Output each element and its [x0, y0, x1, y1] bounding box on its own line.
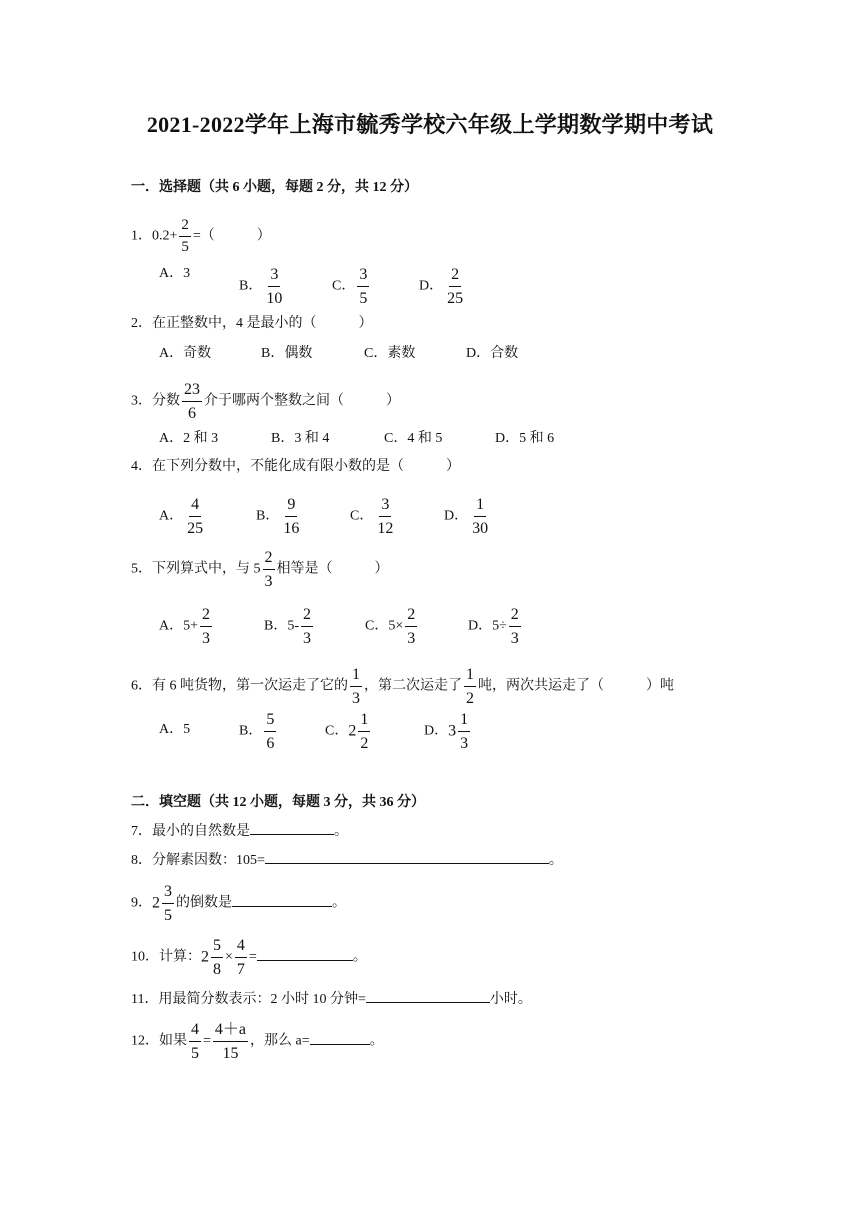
answer-blank[interactable]: [257, 946, 353, 961]
q3-option-b[interactable]: B．3 和 4: [271, 431, 330, 446]
question-11: 11．用最简分数表示：2 小时 10 分钟= 小时。: [131, 988, 532, 1009]
fraction: $\frac{2}{5}$: [181, 217, 189, 255]
question-6: 6．有 6 吨货物，第一次运走了它的 $\frac{1}{3}$ ，第二次运走了 $\frac{1}{2}$ 吨，两次共运走了（ ）吨: [131, 666, 674, 707]
fraction: $\frac{4+a}{15}$: [214, 1021, 247, 1062]
q1-option-a[interactable]: A．3: [159, 266, 191, 281]
question-1: 1．0.2+ $\frac{2}{5}$ =（ ）: [131, 217, 271, 255]
fraction: $\frac{1}{2}$: [466, 666, 474, 707]
section-2-header: 二．填空题（共 12 小题，每题 3 分，共 36 分）: [131, 795, 425, 810]
q4-option-a[interactable]: A． $\frac{4}{25}$: [159, 496, 204, 537]
question-2: 2．在正整数中，4 是最小的（ ）: [131, 316, 373, 331]
q1-option-c[interactable]: C． $\frac{3}{5}$: [332, 266, 368, 307]
q4-option-d[interactable]: D． $\frac{1}{30}$: [444, 496, 489, 537]
exam-title: 2021-2022学年上海市毓秀学校六年级上学期数学期中考试: [146, 112, 714, 137]
fraction: $\frac{2}{3}$: [510, 606, 519, 647]
q4-option-b[interactable]: B． $\frac{9}{16}$: [256, 496, 300, 537]
q3-option-d[interactable]: D．5 和 6: [495, 431, 555, 446]
fraction: $\frac{1}{2}$: [360, 711, 369, 752]
question-8: 8．分解素因数：105= 。: [131, 849, 563, 870]
fraction: $\frac{2}{25}$: [447, 266, 464, 307]
question-5: 5．下列算式中，与 5 $\frac{2}{3}$ 相等是（ ）: [131, 549, 389, 590]
fraction: $\frac{2}{3}$: [407, 606, 416, 647]
fraction: $\frac{9}{16}$: [283, 496, 300, 537]
fraction: $\frac{1}{30}$: [472, 496, 489, 537]
fraction: $\frac{23}{6}$: [184, 381, 200, 422]
fraction: $\frac{3}{10}$: [266, 266, 283, 307]
q5-option-d[interactable]: D．5÷ $\frac{2}{3}$: [468, 606, 519, 647]
question-3: 3．分数 $\frac{23}{6}$ 介于哪两个整数之间（ ）: [131, 381, 400, 422]
fraction: $\frac{5}{8}$: [213, 937, 221, 978]
q2-option-d[interactable]: D．合数: [466, 346, 519, 361]
fraction: $\frac{2}{3}$: [303, 606, 311, 647]
question-4: 4．在下列分数中，不能化成有限小数的是（ ）: [131, 459, 460, 474]
question-12: 12．如果 $\frac{4}{5}$ = $\frac{4+a}{15}$ ，那么 a= 。: [131, 1021, 384, 1062]
fraction: $\frac{1}{3}$: [460, 711, 469, 752]
fraction: $\frac{3}{12}$: [377, 496, 394, 537]
q2-option-b[interactable]: B．偶数: [261, 346, 313, 361]
fraction: $\frac{4}{5}$: [191, 1021, 199, 1062]
fraction: $\frac{4}{7}$: [236, 937, 245, 978]
fraction: $\frac{3}{5}$: [359, 266, 368, 307]
q6-option-b[interactable]: B． $\frac{5}{6}$: [239, 711, 275, 752]
q5-option-c[interactable]: C．5× $\frac{2}{3}$: [365, 606, 416, 647]
q6-option-a[interactable]: A．5: [159, 722, 191, 737]
q3-option-c[interactable]: C．4 和 5: [384, 431, 443, 446]
question-10: 10．计算：2 $\frac{5}{8}$ × $\frac{4}{7}$ = 。: [131, 937, 367, 978]
fraction: $\frac{5}{6}$: [266, 711, 275, 752]
q3-option-a[interactable]: A．2 和 3: [159, 431, 219, 446]
q5-option-a[interactable]: A．5+ $\frac{2}{3}$: [159, 606, 211, 647]
q6-option-d[interactable]: D．3 $\frac{1}{3}$: [424, 711, 469, 752]
fraction: $\frac{2}{3}$: [264, 549, 273, 590]
fraction: $\frac{1}{3}$: [352, 666, 360, 707]
answer-blank[interactable]: [250, 820, 334, 835]
q5-option-b[interactable]: B．5- $\frac{2}{3}$: [264, 606, 311, 647]
answer-blank[interactable]: [265, 849, 549, 864]
answer-blank[interactable]: [310, 1030, 370, 1045]
fraction: $\frac{4}{25}$: [187, 496, 204, 537]
q6-option-c[interactable]: C．2 $\frac{1}{2}$: [325, 711, 369, 752]
q2-option-a[interactable]: A．奇数: [159, 346, 212, 361]
section-1-header: 一．选择题（共 6 小题，每题 2 分，共 12 分）: [131, 180, 418, 195]
question-7: 7．最小的自然数是 。: [131, 820, 348, 841]
fraction: $\frac{2}{3}$: [202, 606, 211, 647]
question-9: 9．2 $\frac{3}{5}$ 的倒数是 。: [131, 883, 346, 924]
fraction: $\frac{3}{5}$: [164, 883, 172, 924]
answer-blank[interactable]: [232, 892, 332, 907]
answer-blank[interactable]: [366, 988, 490, 1003]
q2-option-c[interactable]: C．素数: [364, 346, 416, 361]
q1-option-d[interactable]: D． $\frac{2}{25}$: [419, 266, 464, 307]
q1-option-b[interactable]: B． $\frac{3}{10}$: [239, 266, 283, 307]
q4-option-c[interactable]: C． $\frac{3}{12}$: [350, 496, 394, 537]
